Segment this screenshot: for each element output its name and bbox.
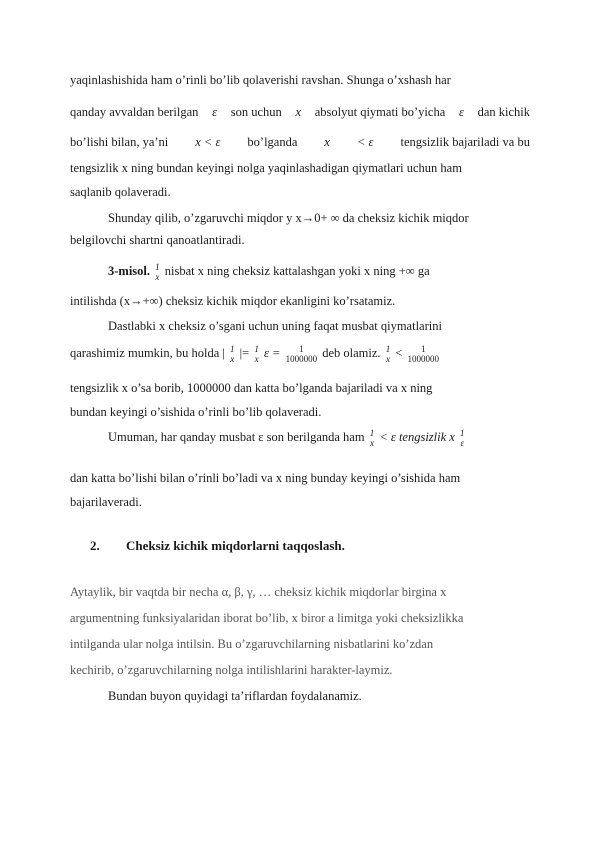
text-line: argumentning funksiyalaridan iborat bo’lib, x biror a limitga yoki cheksizlikka — [70, 611, 464, 625]
text-line: Shunday qilib, o’zgaruvchi miqdor y x→0+ ∞ da cheksiz kichik miqdor — [108, 211, 469, 225]
text-fragment: Umuman, har qanday musbat ε son berilganda ham — [108, 429, 365, 444]
fraction: 1 1000000 — [285, 344, 318, 364]
text-line — [70, 104, 530, 120]
fraction: 1 x — [369, 428, 375, 448]
text-fragment: bo’lganda — [247, 135, 298, 149]
text-line: tengsizlik x o’sa borib, 1000000 dan katta bo’lganda bajariladi va x ning — [70, 381, 433, 395]
variable-x: x — [295, 105, 302, 119]
math-inequality: x < ε — [195, 135, 221, 149]
text-line: intilganda ular nolga intilsin. Bu o’zgaruvchilarning nisbatlarini ko’zdan — [70, 637, 434, 651]
section-title: Cheksiz kichik miqdorlarni taqqoslash. — [126, 538, 345, 553]
text-fragment: absolyut qiymati bo’yicha — [314, 105, 446, 119]
math-symbol: ε = — [263, 345, 281, 360]
text-fragment: < ε tengsizlik x — [379, 429, 455, 444]
text-line: bajarilaveradi. — [70, 495, 142, 509]
section-number: 2. — [90, 538, 100, 553]
text-line: tengsizlik x ning bundan keyingi nolga yaqinlashadigan qiymatlari uchun ham — [70, 161, 462, 175]
example-title: 3-misol. — [108, 263, 151, 278]
text-fragment: bo’lishi bilan, ya’ni — [70, 135, 169, 149]
math-symbol: < — [395, 345, 403, 360]
text-line: Dastlabki x cheksiz o’sgani uchun uning faqat musbat qiymatlarini — [108, 319, 442, 333]
abs-bar: | — [222, 345, 225, 360]
math-line — [108, 428, 530, 448]
text-fragment: qanday avvaldan berilgan — [70, 105, 199, 119]
variable-x: x — [324, 135, 330, 149]
text-line: Bundan buyon quyidagi ta’riflardan foydalanamiz. — [108, 689, 362, 703]
text-line: Aytaylik, bir vaqtda bir necha α, β, γ, … cheksiz kichik miqdorlar birgina x — [70, 585, 447, 599]
text-line: yaqinlashishida ham o’rinli bo’lib qolaverishi ravshan. Shunga o’xshash har — [70, 73, 451, 87]
text-line: dan katta bo’lishi bilan o’rinli bo’ladi va x ning bunday keyingi o’sishida ham — [70, 471, 461, 485]
math-symbol: |= — [239, 345, 250, 360]
example-line — [108, 262, 530, 282]
text-line: saqlanib qolaveradi. — [70, 185, 171, 199]
fraction: 1 1000000 — [407, 344, 439, 364]
text-fragment: tengsizlik bajariladi va bu — [400, 135, 530, 149]
text-fragment: son uchun — [230, 105, 282, 119]
epsilon-symbol: ε — [458, 105, 464, 119]
text-fragment: deb olamiz. — [322, 345, 381, 360]
fraction: 1 x — [254, 344, 259, 364]
epsilon-symbol: ε — [212, 105, 218, 119]
text-fragment: qarashimiz mumkin, bu holda — [70, 345, 220, 360]
fraction: 1 x — [230, 344, 235, 364]
text-line: intilishda (x→+∞) cheksiz kichik miqdor ekanligini ko’rsatamiz. — [70, 294, 396, 308]
text-line: belgilovchi shartni qanoatlantiradi. — [70, 233, 245, 247]
text-line — [70, 134, 530, 150]
fraction: 1 x — [155, 262, 160, 282]
text-line: bundan keyingi o’sishida o’rinli bo’lib qolaveradi. — [70, 405, 322, 419]
math-line — [70, 344, 530, 364]
fraction: 1 ε — [459, 428, 465, 448]
fraction: 1 x — [385, 344, 391, 364]
text-fragment: dan kichik — [477, 105, 530, 119]
text-line: kechirib, o’zgaruvchilarning nolga intilishlarini harakter-laymiz. — [70, 663, 393, 677]
text-fragment: nisbat x ning cheksiz kattalashgan yoki x ning +∞ ga — [164, 263, 430, 278]
math-inequality: < ε — [356, 135, 374, 149]
